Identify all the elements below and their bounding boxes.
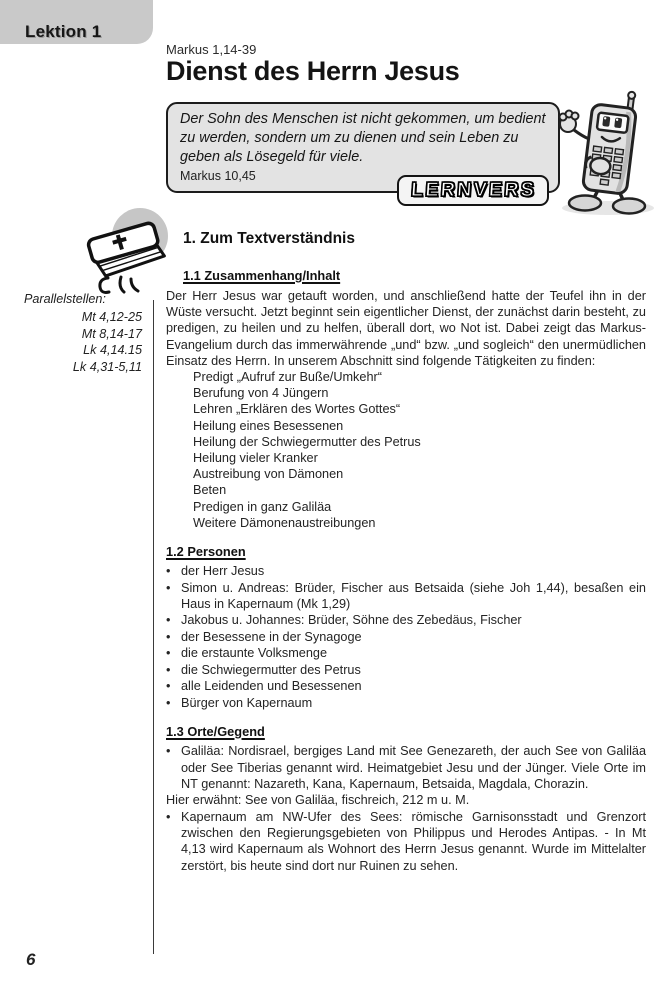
place-item: • Kapernaum am NW-Ufer des Sees: römische Garnisonsstadt und Grenzort zwischen den Regierungsgebieten von Philippus und Herodes Antipas. - In Mt 4,13 wird Kapernaum als Wohnort des Herrn Jesus genannt. Wurde im Mittelalter zerstört, bis heute sind dort nur Ruinen zu sehen. bbox=[166, 809, 646, 873]
person-item: • die erstaunte Volksmenge bbox=[166, 646, 327, 661]
activity-item: Austreibung von Dämonen bbox=[193, 467, 344, 482]
activity-item: Berufung von 4 Jüngern bbox=[193, 386, 329, 401]
person-item: • Jakobus u. Johannes: Brüder, Söhne des Zebedäus, Fischer bbox=[166, 613, 522, 628]
lesson-tab bbox=[0, 0, 153, 44]
activity-item: Predigt „Aufruf zur Buße/Umkehr“ bbox=[193, 370, 382, 385]
person-item: • der Herr Jesus bbox=[166, 564, 265, 579]
lesson-tab-label: Lektion 1 bbox=[25, 22, 102, 41]
activity-item: Heilung eines Besessenen bbox=[193, 418, 344, 433]
parallel-references-list bbox=[24, 309, 142, 375]
activity-item: Lehren „Erklären des Wortes Gottes“ bbox=[193, 402, 401, 417]
lernvers-banner-label: LERNVERS bbox=[409, 179, 537, 201]
page-number: 6 bbox=[26, 950, 36, 969]
section-heading-main: 1. Zum Textverständnis bbox=[183, 230, 355, 247]
parallel-references bbox=[24, 292, 142, 375]
activity-item: Heilung der Schwiegermutter des Petrus bbox=[193, 434, 421, 449]
memory-verse-reference: Markus 10,45 bbox=[180, 169, 256, 183]
bible-book-icon bbox=[80, 206, 178, 296]
parallel-reference: Lk 4,14.15 bbox=[83, 343, 142, 357]
activity-item: Beten bbox=[193, 483, 227, 498]
parallel-reference: Mt 8,14-17 bbox=[81, 326, 142, 341]
place-note: Hier erwähnt: See von Galiläa, fischreich, 212 m u. M. bbox=[166, 793, 470, 808]
memory-verse-text: Der Sohn des Menschen ist nicht gekommen, um bedient zu werden, sondern um zu dienen und sein Leben zu geben als Lösegeld für viele. bbox=[180, 111, 546, 165]
column-divider bbox=[153, 300, 154, 954]
person-item: • die Schwiegermutter des Petrus bbox=[166, 662, 361, 677]
paragraph-1-1: Der Herr Jesus war getauft worden, und anschließend hatte der Teufel ihn in der Wüste versucht. Jetzt beginnt sein eigentlicher Dienst, der zunächst darin besteht, zu predigen, zu heilen und zu helfen, überall dort, wo Not ist. Dabei zeigt das Markus-Evangelium durch das immerwährende „und“ bzw. „und sogleich“ den unermüdlichen Einsatz des Herrn. In unserem Abschnitt sind folgende Tätigkeiten zu finden: bbox=[166, 289, 646, 368]
activities-list bbox=[193, 369, 646, 531]
section-heading-1-1: 1.1 Zusammenhang/Inhalt bbox=[183, 268, 341, 283]
activity-item: Heilung vieler Kranker bbox=[193, 451, 318, 466]
parallel-reference: Lk 4,31-5,11 bbox=[72, 359, 142, 374]
phone-mascot-icon bbox=[556, 90, 662, 216]
parallel-references-label: Parallelstellen: bbox=[24, 292, 106, 306]
lernvers-banner bbox=[397, 175, 549, 206]
parallel-reference: Mt 4,12-25 bbox=[81, 310, 142, 324]
main-text-column bbox=[166, 288, 646, 874]
section-heading-1-2: 1.2 Personen bbox=[166, 544, 246, 560]
person-item: • Bürger von Kapernaum bbox=[166, 695, 313, 710]
person-item: • Simon u. Andreas: Brüder, Fischer aus Betsaida (siehe Joh 1,44), besaßen ein Haus in Kapernaum (Mk 1,29) bbox=[166, 580, 646, 612]
page-header bbox=[166, 42, 460, 86]
person-item: • der Besessene in der Synagoge bbox=[166, 629, 362, 644]
activity-item: Predigen in ganz Galiläa bbox=[193, 499, 332, 514]
scripture-reference: Markus 1,14-39 bbox=[166, 42, 257, 57]
section-heading-1-3: 1.3 Orte/Gegend bbox=[166, 723, 265, 739]
place-item: • Galiläa: Nordisrael, bergiges Land mit See Genezareth, der auch See von Galiläa oder See Tiberias genannt wird. Heimatgebiet Jesu und der Jünger. Viele Orte im NT genannt: Nazareth, Kana, Kapernaum, Betsaida, Magdala, Chorazin. bbox=[166, 744, 646, 791]
person-item: • alle Leidenden und Besessenen bbox=[166, 679, 362, 694]
persons-list bbox=[166, 563, 646, 711]
page-title: Dienst des Herrn Jesus bbox=[166, 56, 460, 86]
activity-item: Weitere Dämonenaustreibungen bbox=[193, 515, 376, 530]
